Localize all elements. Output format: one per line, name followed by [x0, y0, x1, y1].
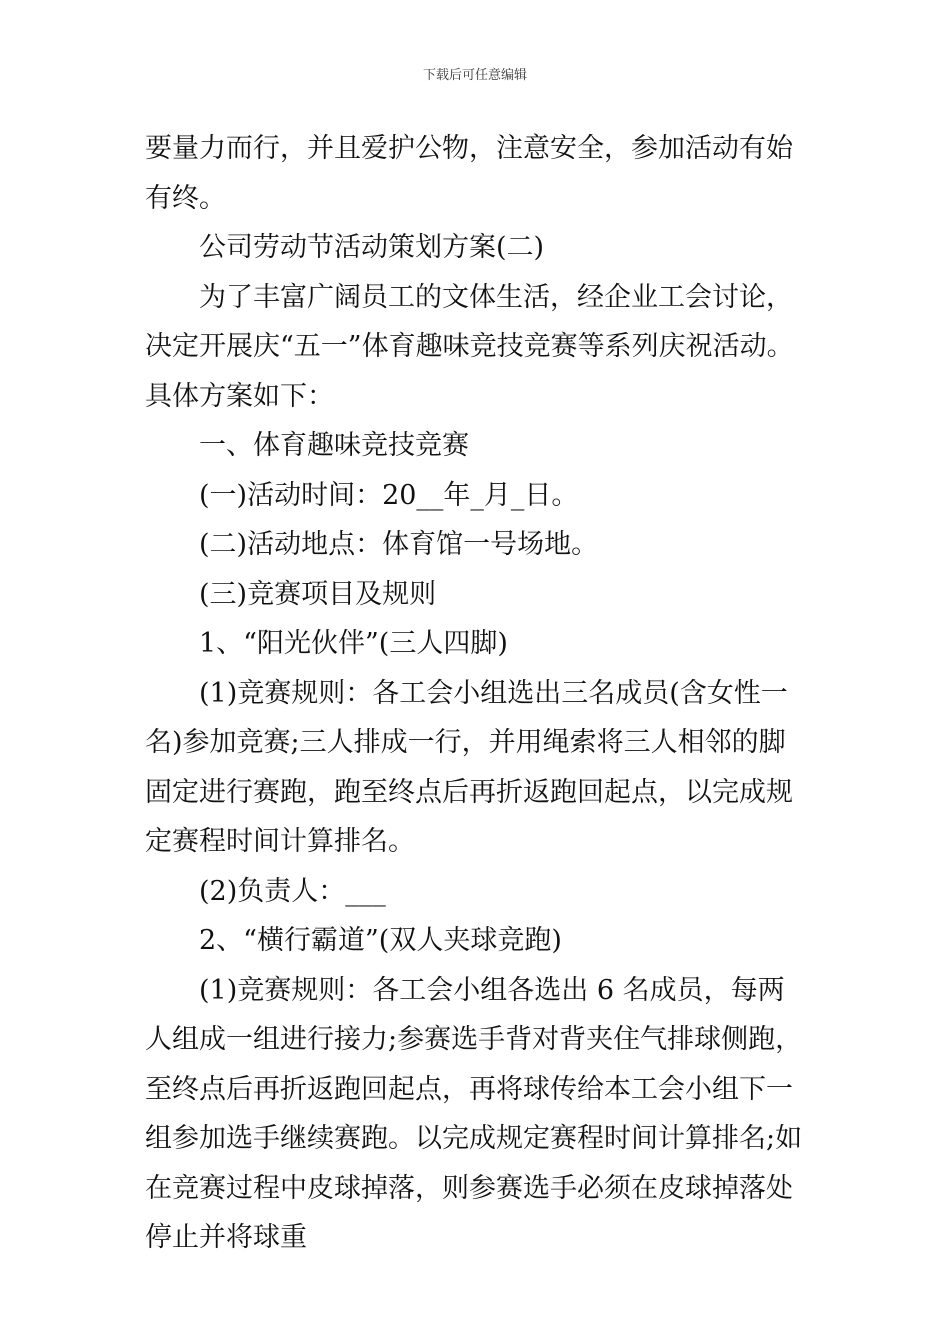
- paragraph: 为了丰富广阔员工的文体生活，经企业工会讨论，决定开展庆“五一”体育趣味竞技竞赛等系列庆祝活动。具体方案如下：: [145, 281, 794, 412]
- list-item: (一)活动时间：20__年_月_日。: [199, 479, 579, 511]
- paragraph: 要量力而行，并且爱护公物，注意安全，参加活动有始有终。: [145, 133, 793, 214]
- subsection-heading: 1、“阳光伙伴”(三人四脚): [199, 628, 508, 659]
- paragraph: (1)竞赛规则：各工会小组各选出 6 名成员，每两人组成一组进行接力;参赛选手背对背夹住气排球侧跑，至终点后再折返跑回起点，再将球传给本工会小组下一组参加选手继续赛跑。以完成规定赛程时间计算排名;如在竞赛过程中皮球掉落，则参赛选手必须在皮球掉落处停止并将球重: [145, 974, 803, 1253]
- list-item: (2)负责人：___: [199, 875, 386, 907]
- subsection-heading: 2、“横行霸道”(双人夹球竞跑): [199, 925, 562, 956]
- list-item: (三)竞赛项目及规则: [199, 578, 437, 610]
- section-heading: 一、体育趣味竞技竞赛: [199, 430, 469, 461]
- list-item: (二)活动地点：体育馆一号场地。: [199, 529, 599, 560]
- paragraph: (1)竞赛规则：各工会小组选出三名成员(含女性一名)参加竞赛;三人排成一行，并用绳索将三人相邻的脚固定进行赛跑，跑至终点后再折返跑回起点，以完成规定赛程时间计算排名。: [145, 677, 793, 857]
- section-title: 公司劳动节活动策划方案(二): [199, 232, 545, 263]
- page-header: 下载后可任意编辑: [422, 68, 527, 83]
- document-body: [145, 124, 810, 1263]
